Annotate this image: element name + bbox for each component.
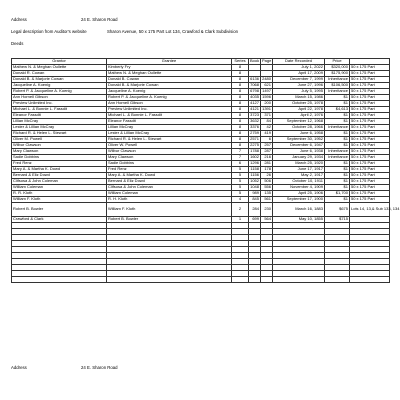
grantee-cell: Wilbur Clawson xyxy=(107,149,232,155)
date-cell: July 1, 2022 xyxy=(273,65,325,71)
grantor-cell: Jacqueline A. Koenig xyxy=(12,83,107,89)
page-cell: 561 xyxy=(261,197,273,203)
book-cell: 1052 xyxy=(250,178,259,184)
date-cell: January 29, 1934 xyxy=(273,155,325,161)
date-cell: October 28, 1966 xyxy=(273,125,325,131)
grantee-cell: Clifsosa & John Coleman xyxy=(107,185,232,191)
legal-cell: 50 x 175 Part xyxy=(350,131,390,137)
series-cell: 8 xyxy=(232,95,249,101)
legal-cell: 50 x 175 Part xyxy=(350,197,390,203)
series-cell: 5 xyxy=(232,185,249,191)
book-cell: 2759 xyxy=(250,130,259,136)
price-cell: $4,613 xyxy=(325,107,350,113)
legal-cell: 50 x 175 Part xyxy=(350,167,390,173)
grantor-cell: Eleanor Fassdit xyxy=(12,113,107,119)
grantor-cell: Clifsosa & John Coleman xyxy=(12,179,107,185)
grantee-cell: Robert B. Bowler xyxy=(107,217,232,223)
grantee-cell: William F. Kloth xyxy=(107,203,232,217)
page-cell: 564 xyxy=(261,217,273,223)
legal-cell: 50 x 175 Part xyxy=(350,155,390,161)
book-cell: 6798 xyxy=(250,88,259,94)
column-header-page: Page xyxy=(262,58,272,64)
book-cell: 284 xyxy=(249,203,261,217)
series-cell: 8 xyxy=(232,83,249,89)
date-cell: September 17, 1900 xyxy=(273,197,325,203)
price-cell: $1 xyxy=(325,173,350,179)
page-cell: 621 xyxy=(261,83,273,89)
date-cell: June 17, 1917 xyxy=(273,167,325,173)
grantee-cell: R. H. Kloth xyxy=(107,197,232,203)
series-cell: 8 xyxy=(232,125,249,131)
empty-cell xyxy=(273,277,325,283)
grantor-cell: Richard R. & Helen L. Stewart xyxy=(12,131,107,137)
series-cell: 8 xyxy=(232,143,249,149)
grantor-cell: R. R. Kloth xyxy=(12,191,107,197)
book-cell: 845 xyxy=(249,197,261,203)
page-cell: 419 xyxy=(261,131,273,137)
grantee-cell: Ann Hornell Gibson xyxy=(107,101,232,107)
series-cell: 4 xyxy=(232,197,249,203)
page-cell: 1391 xyxy=(262,106,271,112)
legal-cell: 50 x 175 Part xyxy=(350,125,390,131)
grantee-cell: Donald B. & Marjorie Cowan xyxy=(107,83,232,89)
price-cell: $1 xyxy=(325,167,350,173)
legal-cell: 50 x 175 Part xyxy=(350,161,390,167)
grantee-cell: Sadie Dobbins xyxy=(107,161,232,167)
table-row xyxy=(12,203,390,217)
series-cell: 5 xyxy=(232,173,249,179)
legal-cell: 50 x 175 Part xyxy=(350,143,390,149)
deeds-table xyxy=(11,58,400,283)
series-cell: 8 xyxy=(232,101,249,107)
book-cell: 1788 xyxy=(250,148,259,154)
grantee-cell: Fred Renz xyxy=(107,167,232,173)
empty-table-row xyxy=(12,277,390,283)
price-cell: Inheritance xyxy=(325,77,350,83)
page-cell: 84 xyxy=(261,119,273,125)
date-cell: April 17, 2009 xyxy=(273,71,325,77)
date-cell: May 10, 1855 xyxy=(273,217,325,223)
book-cell: 699 xyxy=(249,217,261,223)
date-cell: April 2, 1976 xyxy=(273,113,325,119)
column-header-series: Series xyxy=(232,59,249,65)
grantee-cell: Eleanor Fassdit xyxy=(107,119,232,125)
grantor-cell: Mary A. & Martha K. Dowd xyxy=(12,167,107,173)
grantee-cell: Richard R. & Helen L. Stewart xyxy=(107,137,232,143)
grantor-cell: Crawford & Clark xyxy=(12,217,107,223)
legal-value: Sharon Avenue, 50 x 175 Part Lot 134, Crawford & Clark Subdivision xyxy=(107,29,239,34)
price-cell: $1,700 xyxy=(325,191,350,197)
series-cell: 8 xyxy=(232,89,249,95)
book-cell: 4121 xyxy=(250,106,259,112)
legal-cell: Lots 14, 13,& Sub 133, 134 xyxy=(350,203,390,217)
footer-address-value: 24 E. Sharon Road xyxy=(81,365,118,370)
page-cell: 230 xyxy=(261,203,273,217)
page-cell: 1596 xyxy=(262,94,271,100)
date-cell: September 30, 1952 xyxy=(273,137,325,143)
legal-cell: 50 x 175 Part xyxy=(350,83,390,89)
grantee-cell: Lillian McCray xyxy=(107,125,232,131)
legal-cell: 50 x 175 Part xyxy=(350,65,390,71)
address-line xyxy=(11,17,118,22)
price-cell: $1 xyxy=(325,161,350,167)
grantee-cell: Jacqueline A. Koenig xyxy=(107,89,232,95)
grantee-cell: Mary A. & Martha K. Dowd xyxy=(107,173,232,179)
book-cell: 2275 xyxy=(250,142,259,148)
price-cell: Inheritance xyxy=(325,89,350,95)
book-cell: 989 xyxy=(249,191,261,197)
legal-cell: 50 x 175 Part xyxy=(350,179,390,185)
page-cell: 6 xyxy=(261,137,273,143)
legal-cell: 50 x 175 Part xyxy=(350,77,390,83)
date-cell: November 4, 1909 xyxy=(273,185,325,191)
grantor-cell: Lester & Lillian McCray xyxy=(12,125,107,131)
grantor-cell: Lillian McCray xyxy=(12,119,107,125)
grantee-cell: Michael L. & Bonnie L. Fassdit xyxy=(107,113,232,119)
price-cell: $320,000 xyxy=(325,65,350,71)
book-cell: 3723 xyxy=(250,112,259,118)
legal-cell: 50 x 175 Part xyxy=(350,107,390,113)
legal-cell: 50 x 175 Part xyxy=(350,173,390,179)
price-cell: $106,500 xyxy=(325,83,350,89)
price-cell: $1 xyxy=(325,137,350,143)
empty-cell xyxy=(232,277,249,283)
book-cell: 6136 xyxy=(250,76,259,82)
column-header-grantor: Grantor xyxy=(12,59,107,65)
grantee-cell: Preview Unlimited Inc. xyxy=(107,107,232,113)
book-cell: 1158 xyxy=(250,166,259,172)
legal-cell: 50 x 175 Part xyxy=(350,101,390,107)
book-cell: 7068 xyxy=(250,82,259,88)
legal-cell: 50 x 175 Part xyxy=(350,137,390,143)
legal-cell: 50 x 175 Part xyxy=(350,71,390,77)
grantor-cell: Robert P. & Jacqueline A. Koenig xyxy=(12,89,107,95)
price-cell: $715 xyxy=(325,217,350,223)
page-cell: 26 xyxy=(261,173,273,179)
price-cell: Inheritance xyxy=(325,149,350,155)
empty-cell xyxy=(325,277,350,283)
legal-label: Legal description from Auditor's website xyxy=(11,29,87,34)
price-cell: Inheritance xyxy=(325,125,350,131)
series-cell: 8 xyxy=(232,77,249,83)
date-cell: March 15, 1986 xyxy=(273,95,325,101)
price-cell: $1 xyxy=(325,119,350,125)
grantor-cell: Wilbur Clawson xyxy=(12,143,107,149)
price-cell: $1 xyxy=(325,131,350,137)
series-cell: 8 xyxy=(232,119,249,125)
page-cell: 200 xyxy=(261,101,273,107)
date-cell: April 25, 1906 xyxy=(273,191,325,197)
grantor-cell: Bernard & Eliz Dowd xyxy=(12,173,107,179)
grantor-cell: Sadie Dobbins xyxy=(12,155,107,161)
book-cell: 1048 xyxy=(250,184,259,190)
grantee-cell: Robert P. & Jacqueline A. Koenig xyxy=(107,95,232,101)
page-cell: 1497 xyxy=(262,88,271,94)
date-cell: September 12, 1968 xyxy=(273,119,325,125)
series-cell: 8 xyxy=(232,131,249,137)
book-cell: 4127 xyxy=(250,100,259,106)
grantor-cell: Robert B. Bowler xyxy=(12,203,107,217)
page-cell: 287 xyxy=(261,149,273,155)
grantor-cell: Donald B. & Marjorie Cowan xyxy=(12,77,107,83)
grantor-cell: Ann Hornell Gibson xyxy=(12,95,107,101)
grantee-cell: Oliver W. Powell xyxy=(107,143,232,149)
series-cell: 8 xyxy=(232,107,249,113)
address-value: 24 E. Sharon Road xyxy=(81,17,118,22)
column-header-price: Price xyxy=(325,59,350,65)
grantor-cell: Donald R. Cowan xyxy=(12,71,107,77)
column-header-grantee: Grantee xyxy=(107,59,232,65)
grantee-cell: Mathew N. & Meghan Oullette xyxy=(107,71,232,77)
book-cell: 1156 xyxy=(250,172,259,178)
footer-address-label: Address xyxy=(11,365,27,370)
empty-cell xyxy=(107,277,232,283)
price-cell: $1 xyxy=(325,185,350,191)
empty-cell xyxy=(249,277,261,283)
column-header-book: Book xyxy=(250,58,260,64)
grantor-cell: Mary Clawson xyxy=(12,149,107,155)
book-cell: 2571 xyxy=(250,136,259,142)
series-cell: 7 xyxy=(232,149,249,155)
date-cell: October 25, 1978 xyxy=(273,101,325,107)
page-cell: 506 xyxy=(261,179,273,185)
date-cell: March 25, 1920 xyxy=(273,161,325,167)
book-cell: 1602 xyxy=(250,154,259,160)
page-cell: 2480 xyxy=(262,76,271,82)
date-cell: June 27, 1996 xyxy=(273,83,325,89)
grantor-cell: Oliver M. Powell xyxy=(12,137,107,143)
price-cell: $1 xyxy=(325,95,350,101)
price-cell: $1 xyxy=(325,113,350,119)
grantor-cell: Preview Unlimited Inc. xyxy=(12,101,107,107)
page-cell: 135 xyxy=(261,191,273,197)
book-cell: 1296 xyxy=(250,160,259,166)
page-cell: 42 xyxy=(261,125,273,131)
grantor-cell: Michael L. & Bonnie L. Fassdit xyxy=(12,107,107,113)
date-cell: June 6, 1938 xyxy=(273,149,325,155)
series-cell: 7 xyxy=(232,155,249,161)
grantee-cell: Mary Clawson xyxy=(107,155,232,161)
price-cell: $1 xyxy=(325,101,350,107)
empty-cell xyxy=(261,277,273,283)
page-cell: 257 xyxy=(261,143,273,149)
price-cell: $675 xyxy=(325,203,350,217)
page-cell: 216 xyxy=(261,155,273,161)
date-cell: March 16, 1883 xyxy=(273,203,325,217)
book-cell: 3376 xyxy=(250,124,259,130)
book-cell: 4035 xyxy=(250,94,259,100)
page-cell: 556 xyxy=(261,185,273,191)
grantee-cell: William Coleman xyxy=(107,191,232,197)
price-cell: $1 xyxy=(325,179,350,185)
deeds-heading: Deeds xyxy=(11,41,24,46)
series-cell: 5 xyxy=(232,191,249,197)
legal-cell: 50 x 175 Part xyxy=(350,149,390,155)
date-cell: June 6, 1958 xyxy=(273,131,325,137)
price-cell: Inheritance xyxy=(325,155,350,161)
series-cell: 5 xyxy=(232,167,249,173)
grantee-cell: Donald B. Cowan xyxy=(107,77,232,83)
date-cell: April 22, 1978 xyxy=(273,107,325,113)
page-cell: 371 xyxy=(261,113,273,119)
legal-description-line xyxy=(11,29,239,34)
series-cell: 8 xyxy=(232,71,249,77)
page-cell: 178 xyxy=(261,167,273,173)
series-cell: 6 xyxy=(232,161,249,167)
series-cell: 2 xyxy=(232,203,249,217)
legal-cell: 50 x 175 Part xyxy=(350,113,390,119)
legal-cell: 50 x 175 Part xyxy=(350,95,390,101)
series-cell: 5 xyxy=(232,179,249,185)
column-header-date-recorded: Date Recorded xyxy=(273,59,325,65)
grantee-cell: Bernard & Eliz Dowd xyxy=(107,179,232,185)
empty-cell xyxy=(350,277,390,283)
series-cell: 8 xyxy=(232,113,249,119)
grantor-cell: William F. Kloth xyxy=(12,197,107,203)
date-cell: July 5, 1995 xyxy=(273,89,325,95)
address-label: Address xyxy=(11,17,27,22)
page-cell: 281 xyxy=(261,161,273,167)
price-cell: $1 xyxy=(325,143,350,149)
date-cell: October 10, 1911 xyxy=(273,179,325,185)
legal-cell: 50 x 175 Part xyxy=(350,119,390,125)
grantor-cell: William Coleman xyxy=(12,185,107,191)
grantor-cell: Fred Renz xyxy=(12,161,107,167)
footer-address-line xyxy=(11,365,118,370)
series-cell: 1 xyxy=(232,217,249,223)
series-cell: 8 xyxy=(232,137,249,143)
grantor-cell: Mathew N. & Meghan Oullette xyxy=(12,65,107,71)
date-cell: December 7, 1999 xyxy=(273,77,325,83)
price-cell: $1 xyxy=(325,197,350,203)
date-cell: May 2, 1917 xyxy=(273,173,325,179)
empty-cell xyxy=(12,277,107,283)
legal-cell: 50 x 175 Part xyxy=(350,185,390,191)
deed-rows xyxy=(12,64,400,283)
book-cell: 3632 xyxy=(250,118,259,124)
date-cell: December 6, 1947 xyxy=(273,143,325,149)
series-cell: 8 xyxy=(232,65,249,71)
legal-cell: 50 x 175 Part xyxy=(350,89,390,95)
grantee-cell: Lester & Lillian McCray xyxy=(107,131,232,137)
legal-cell: 50 x 175 Part xyxy=(350,191,390,197)
price-cell: $175,900 xyxy=(325,71,350,77)
grantee-cell: Kimberly Fry xyxy=(107,65,232,71)
